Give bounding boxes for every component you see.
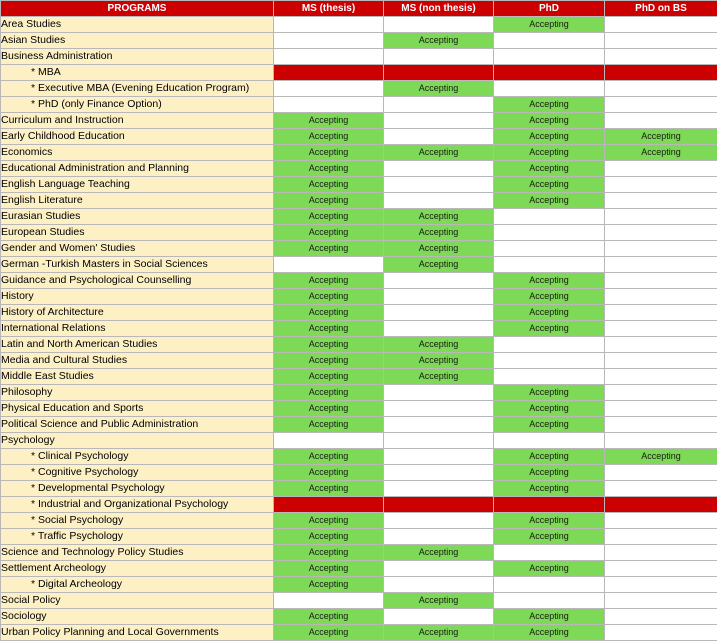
- ms-non-thesis-cell-accepting: Accepting: [384, 593, 494, 609]
- phd-on-bs-cell-none: [605, 417, 717, 433]
- phd-on-bs-cell-closed: [605, 497, 717, 513]
- ms-thesis-cell-accepting: Accepting: [274, 481, 384, 497]
- table-row: [1, 385, 717, 401]
- table-row: [1, 337, 717, 353]
- phd-on-bs-cell-none: [605, 209, 717, 225]
- table-row: [1, 273, 717, 289]
- table-row: [1, 129, 717, 145]
- table-row: [1, 321, 717, 337]
- phd-on-bs-cell-none: [605, 401, 717, 417]
- ms-non-thesis-cell-none: [384, 577, 494, 593]
- phd-on-bs-cell-none: [605, 529, 717, 545]
- ms-thesis-cell-none: [274, 17, 384, 33]
- table-row: [1, 65, 717, 81]
- ms-thesis-cell-accepting: Accepting: [274, 273, 384, 289]
- phd-on-bs-cell-none: [605, 113, 717, 129]
- program-name: Eurasian Studies: [1, 209, 274, 225]
- program-name: * Industrial and Organizational Psychology: [1, 497, 274, 513]
- program-name: German -Turkish Masters in Social Sciences: [1, 257, 274, 273]
- phd-cell-accepting: Accepting: [494, 97, 605, 113]
- ms-thesis-cell-accepting: Accepting: [274, 289, 384, 305]
- phd-cell-none: [494, 49, 605, 65]
- table-row: [1, 465, 717, 481]
- table-row: [1, 17, 717, 33]
- program-name: History: [1, 289, 274, 305]
- program-name: * Social Psychology: [1, 513, 274, 529]
- phd-on-bs-cell-none: [605, 609, 717, 625]
- phd-cell-accepting: Accepting: [494, 161, 605, 177]
- ms-non-thesis-cell-none: [384, 529, 494, 545]
- table-row: [1, 449, 717, 465]
- ms-thesis-cell-none: [274, 433, 384, 449]
- phd-on-bs-cell-accepting: Accepting: [605, 449, 717, 465]
- ms-thesis-cell-none: [274, 257, 384, 273]
- phd-cell-accepting: Accepting: [494, 321, 605, 337]
- ms-thesis-cell-accepting: Accepting: [274, 385, 384, 401]
- ms-thesis-cell-none: [274, 33, 384, 49]
- phd-cell-accepting: Accepting: [494, 417, 605, 433]
- program-name: Social Policy: [1, 593, 274, 609]
- phd-on-bs-cell-none: [605, 81, 717, 97]
- ms-non-thesis-cell-none: [384, 129, 494, 145]
- ms-thesis-cell-accepting: Accepting: [274, 529, 384, 545]
- ms-non-thesis-cell-none: [384, 465, 494, 481]
- header-programs: PROGRAMS: [1, 1, 274, 17]
- ms-non-thesis-cell-none: [384, 49, 494, 65]
- table-row: [1, 145, 717, 161]
- ms-thesis-cell-accepting: Accepting: [274, 513, 384, 529]
- table-row: [1, 209, 717, 225]
- ms-non-thesis-cell-accepting: Accepting: [384, 225, 494, 241]
- phd-on-bs-cell-none: [605, 433, 717, 449]
- table-row: [1, 49, 717, 65]
- program-name: Middle East Studies: [1, 369, 274, 385]
- table-row: [1, 593, 717, 609]
- phd-cell-accepting: Accepting: [494, 401, 605, 417]
- phd-cell-accepting: Accepting: [494, 465, 605, 481]
- ms-thesis-cell-accepting: Accepting: [274, 321, 384, 337]
- program-name: Curriculum and Instruction: [1, 113, 274, 129]
- program-name: Business Administration: [1, 49, 274, 65]
- phd-cell-none: [494, 369, 605, 385]
- table-row: [1, 545, 717, 561]
- table-row: [1, 497, 717, 513]
- program-name: Latin and North American Studies: [1, 337, 274, 353]
- ms-thesis-cell-accepting: Accepting: [274, 225, 384, 241]
- phd-cell-accepting: Accepting: [494, 513, 605, 529]
- table-row: [1, 177, 717, 193]
- phd-cell-accepting: Accepting: [494, 609, 605, 625]
- phd-cell-accepting: Accepting: [494, 449, 605, 465]
- phd-on-bs-cell-none: [605, 465, 717, 481]
- program-name: Urban Policy Planning and Local Governments: [1, 625, 274, 641]
- phd-on-bs-cell-none: [605, 17, 717, 33]
- ms-thesis-cell-accepting: Accepting: [274, 129, 384, 145]
- program-name: English Language Teaching: [1, 177, 274, 193]
- table-row: [1, 609, 717, 625]
- table-row: [1, 433, 717, 449]
- ms-non-thesis-cell-accepting: Accepting: [384, 625, 494, 641]
- program-name: Economics: [1, 145, 274, 161]
- phd-on-bs-cell-closed: [605, 65, 717, 81]
- phd-on-bs-cell-none: [605, 625, 717, 641]
- phd-on-bs-cell-none: [605, 321, 717, 337]
- phd-cell-accepting: Accepting: [494, 385, 605, 401]
- ms-non-thesis-cell-closed: [384, 497, 494, 513]
- phd-on-bs-cell-none: [605, 33, 717, 49]
- phd-cell-closed: [494, 65, 605, 81]
- program-name: Sociology: [1, 609, 274, 625]
- phd-cell-none: [494, 257, 605, 273]
- program-name: * Clinical Psychology: [1, 449, 274, 465]
- table-row: [1, 353, 717, 369]
- ms-thesis-cell-accepting: Accepting: [274, 369, 384, 385]
- ms-non-thesis-cell-accepting: Accepting: [384, 257, 494, 273]
- phd-cell-none: [494, 545, 605, 561]
- program-name: Political Science and Public Administration: [1, 417, 274, 433]
- phd-cell-accepting: Accepting: [494, 305, 605, 321]
- program-name: * Digital Archeology: [1, 577, 274, 593]
- header-row: [1, 1, 717, 17]
- phd-cell-none: [494, 241, 605, 257]
- phd-cell-closed: [494, 497, 605, 513]
- ms-thesis-cell-accepting: Accepting: [274, 177, 384, 193]
- ms-non-thesis-cell-none: [384, 273, 494, 289]
- ms-non-thesis-cell-none: [384, 305, 494, 321]
- phd-cell-accepting: Accepting: [494, 561, 605, 577]
- phd-on-bs-cell-accepting: Accepting: [605, 145, 717, 161]
- phd-on-bs-cell-none: [605, 545, 717, 561]
- phd-on-bs-cell-none: [605, 225, 717, 241]
- phd-on-bs-cell-none: [605, 177, 717, 193]
- program-name: * Developmental Psychology: [1, 481, 274, 497]
- ms-non-thesis-cell-none: [384, 321, 494, 337]
- program-name: Psychology: [1, 433, 274, 449]
- phd-on-bs-cell-none: [605, 273, 717, 289]
- ms-thesis-cell-none: [274, 97, 384, 113]
- phd-cell-none: [494, 353, 605, 369]
- phd-on-bs-cell-none: [605, 481, 717, 497]
- ms-non-thesis-cell-accepting: Accepting: [384, 81, 494, 97]
- table-row: [1, 417, 717, 433]
- phd-on-bs-cell-accepting: Accepting: [605, 129, 717, 145]
- ms-thesis-cell-accepting: Accepting: [274, 417, 384, 433]
- table-row: [1, 513, 717, 529]
- ms-thesis-cell-accepting: Accepting: [274, 161, 384, 177]
- header-ms-thesis: MS (thesis): [274, 1, 384, 17]
- phd-cell-accepting: Accepting: [494, 177, 605, 193]
- header-ms-non-thesis: MS (non thesis): [384, 1, 494, 17]
- phd-on-bs-cell-none: [605, 241, 717, 257]
- ms-non-thesis-cell-none: [384, 513, 494, 529]
- ms-non-thesis-cell-none: [384, 97, 494, 113]
- program-name: Educational Administration and Planning: [1, 161, 274, 177]
- ms-thesis-cell-accepting: Accepting: [274, 241, 384, 257]
- ms-non-thesis-cell-accepting: Accepting: [384, 241, 494, 257]
- phd-cell-accepting: Accepting: [494, 625, 605, 641]
- table-row: [1, 97, 717, 113]
- program-name: Philosophy: [1, 385, 274, 401]
- ms-thesis-cell-closed: [274, 65, 384, 81]
- ms-non-thesis-cell-none: [384, 481, 494, 497]
- ms-non-thesis-cell-accepting: Accepting: [384, 353, 494, 369]
- phd-cell-none: [494, 81, 605, 97]
- header-phd: PhD: [494, 1, 605, 17]
- phd-cell-accepting: Accepting: [494, 273, 605, 289]
- ms-non-thesis-cell-closed: [384, 65, 494, 81]
- ms-thesis-cell-none: [274, 49, 384, 65]
- ms-non-thesis-cell-none: [384, 561, 494, 577]
- table-row: [1, 401, 717, 417]
- program-name: English Literature: [1, 193, 274, 209]
- ms-thesis-cell-accepting: Accepting: [274, 561, 384, 577]
- phd-cell-none: [494, 33, 605, 49]
- ms-non-thesis-cell-accepting: Accepting: [384, 337, 494, 353]
- phd-cell-accepting: Accepting: [494, 529, 605, 545]
- ms-thesis-cell-closed: [274, 497, 384, 513]
- phd-on-bs-cell-none: [605, 193, 717, 209]
- ms-thesis-cell-none: [274, 81, 384, 97]
- phd-on-bs-cell-none: [605, 257, 717, 273]
- ms-thesis-cell-accepting: Accepting: [274, 353, 384, 369]
- table-row: [1, 577, 717, 593]
- ms-non-thesis-cell-none: [384, 17, 494, 33]
- ms-thesis-cell-accepting: Accepting: [274, 577, 384, 593]
- ms-non-thesis-cell-accepting: Accepting: [384, 145, 494, 161]
- ms-thesis-cell-accepting: Accepting: [274, 113, 384, 129]
- table-row: [1, 529, 717, 545]
- ms-thesis-cell-accepting: Accepting: [274, 305, 384, 321]
- ms-non-thesis-cell-accepting: Accepting: [384, 369, 494, 385]
- program-name: Media and Cultural Studies: [1, 353, 274, 369]
- phd-cell-accepting: Accepting: [494, 113, 605, 129]
- program-name: Asian Studies: [1, 33, 274, 49]
- ms-non-thesis-cell-accepting: Accepting: [384, 545, 494, 561]
- program-name: European Studies: [1, 225, 274, 241]
- ms-non-thesis-cell-none: [384, 177, 494, 193]
- program-name: * Traffic Psychology: [1, 529, 274, 545]
- ms-thesis-cell-accepting: Accepting: [274, 465, 384, 481]
- ms-non-thesis-cell-none: [384, 161, 494, 177]
- ms-thesis-cell-none: [274, 593, 384, 609]
- phd-cell-accepting: Accepting: [494, 481, 605, 497]
- header-phd-on-bs: PhD on BS: [605, 1, 717, 17]
- table-row: [1, 113, 717, 129]
- program-name: Science and Technology Policy Studies: [1, 545, 274, 561]
- ms-thesis-cell-accepting: Accepting: [274, 625, 384, 641]
- programs-table-body: [1, 17, 717, 641]
- ms-thesis-cell-accepting: Accepting: [274, 145, 384, 161]
- phd-on-bs-cell-none: [605, 305, 717, 321]
- table-row: [1, 81, 717, 97]
- table-row: [1, 561, 717, 577]
- table-row: [1, 33, 717, 49]
- phd-on-bs-cell-none: [605, 369, 717, 385]
- phd-on-bs-cell-none: [605, 49, 717, 65]
- program-name: Settlement Archeology: [1, 561, 274, 577]
- phd-on-bs-cell-none: [605, 97, 717, 113]
- table-row: [1, 289, 717, 305]
- ms-thesis-cell-accepting: Accepting: [274, 449, 384, 465]
- phd-cell-none: [494, 593, 605, 609]
- ms-non-thesis-cell-none: [384, 401, 494, 417]
- phd-on-bs-cell-none: [605, 513, 717, 529]
- phd-cell-accepting: Accepting: [494, 289, 605, 305]
- program-name: History of Architecture: [1, 305, 274, 321]
- phd-cell-none: [494, 433, 605, 449]
- phd-on-bs-cell-none: [605, 385, 717, 401]
- program-name: International Relations: [1, 321, 274, 337]
- ms-non-thesis-cell-accepting: Accepting: [384, 209, 494, 225]
- ms-thesis-cell-accepting: Accepting: [274, 193, 384, 209]
- phd-cell-accepting: Accepting: [494, 129, 605, 145]
- phd-cell-none: [494, 225, 605, 241]
- program-name: * MBA: [1, 65, 274, 81]
- phd-cell-none: [494, 209, 605, 225]
- program-name: Early Childhood Education: [1, 129, 274, 145]
- ms-thesis-cell-accepting: Accepting: [274, 209, 384, 225]
- table-row: [1, 193, 717, 209]
- phd-on-bs-cell-none: [605, 353, 717, 369]
- phd-cell-none: [494, 337, 605, 353]
- phd-on-bs-cell-none: [605, 561, 717, 577]
- phd-cell-none: [494, 577, 605, 593]
- ms-non-thesis-cell-none: [384, 609, 494, 625]
- ms-thesis-cell-accepting: Accepting: [274, 545, 384, 561]
- program-name: Physical Education and Sports: [1, 401, 274, 417]
- phd-on-bs-cell-none: [605, 577, 717, 593]
- phd-on-bs-cell-none: [605, 161, 717, 177]
- ms-thesis-cell-accepting: Accepting: [274, 337, 384, 353]
- ms-non-thesis-cell-none: [384, 433, 494, 449]
- ms-non-thesis-cell-none: [384, 449, 494, 465]
- phd-cell-accepting: Accepting: [494, 17, 605, 33]
- program-name: * Executive MBA (Evening Education Program): [1, 81, 274, 97]
- ms-non-thesis-cell-accepting: Accepting: [384, 33, 494, 49]
- table-row: [1, 625, 717, 641]
- ms-thesis-cell-accepting: Accepting: [274, 609, 384, 625]
- phd-cell-accepting: Accepting: [494, 145, 605, 161]
- phd-on-bs-cell-none: [605, 593, 717, 609]
- program-name: * PhD (only Finance Option): [1, 97, 274, 113]
- table-row: [1, 369, 717, 385]
- table-row: [1, 241, 717, 257]
- table-row: [1, 225, 717, 241]
- ms-non-thesis-cell-none: [384, 113, 494, 129]
- ms-non-thesis-cell-none: [384, 193, 494, 209]
- ms-non-thesis-cell-none: [384, 385, 494, 401]
- ms-non-thesis-cell-none: [384, 417, 494, 433]
- phd-on-bs-cell-none: [605, 289, 717, 305]
- table-row: [1, 161, 717, 177]
- program-name: Guidance and Psychological Counselling: [1, 273, 274, 289]
- program-name: * Cognitive Psychology: [1, 465, 274, 481]
- program-name: Area Studies: [1, 17, 274, 33]
- table-row: [1, 257, 717, 273]
- table-row: [1, 305, 717, 321]
- phd-on-bs-cell-none: [605, 337, 717, 353]
- phd-cell-accepting: Accepting: [494, 193, 605, 209]
- program-name: Gender and Women' Studies: [1, 241, 274, 257]
- ms-thesis-cell-accepting: Accepting: [274, 401, 384, 417]
- table-row: [1, 481, 717, 497]
- ms-non-thesis-cell-none: [384, 289, 494, 305]
